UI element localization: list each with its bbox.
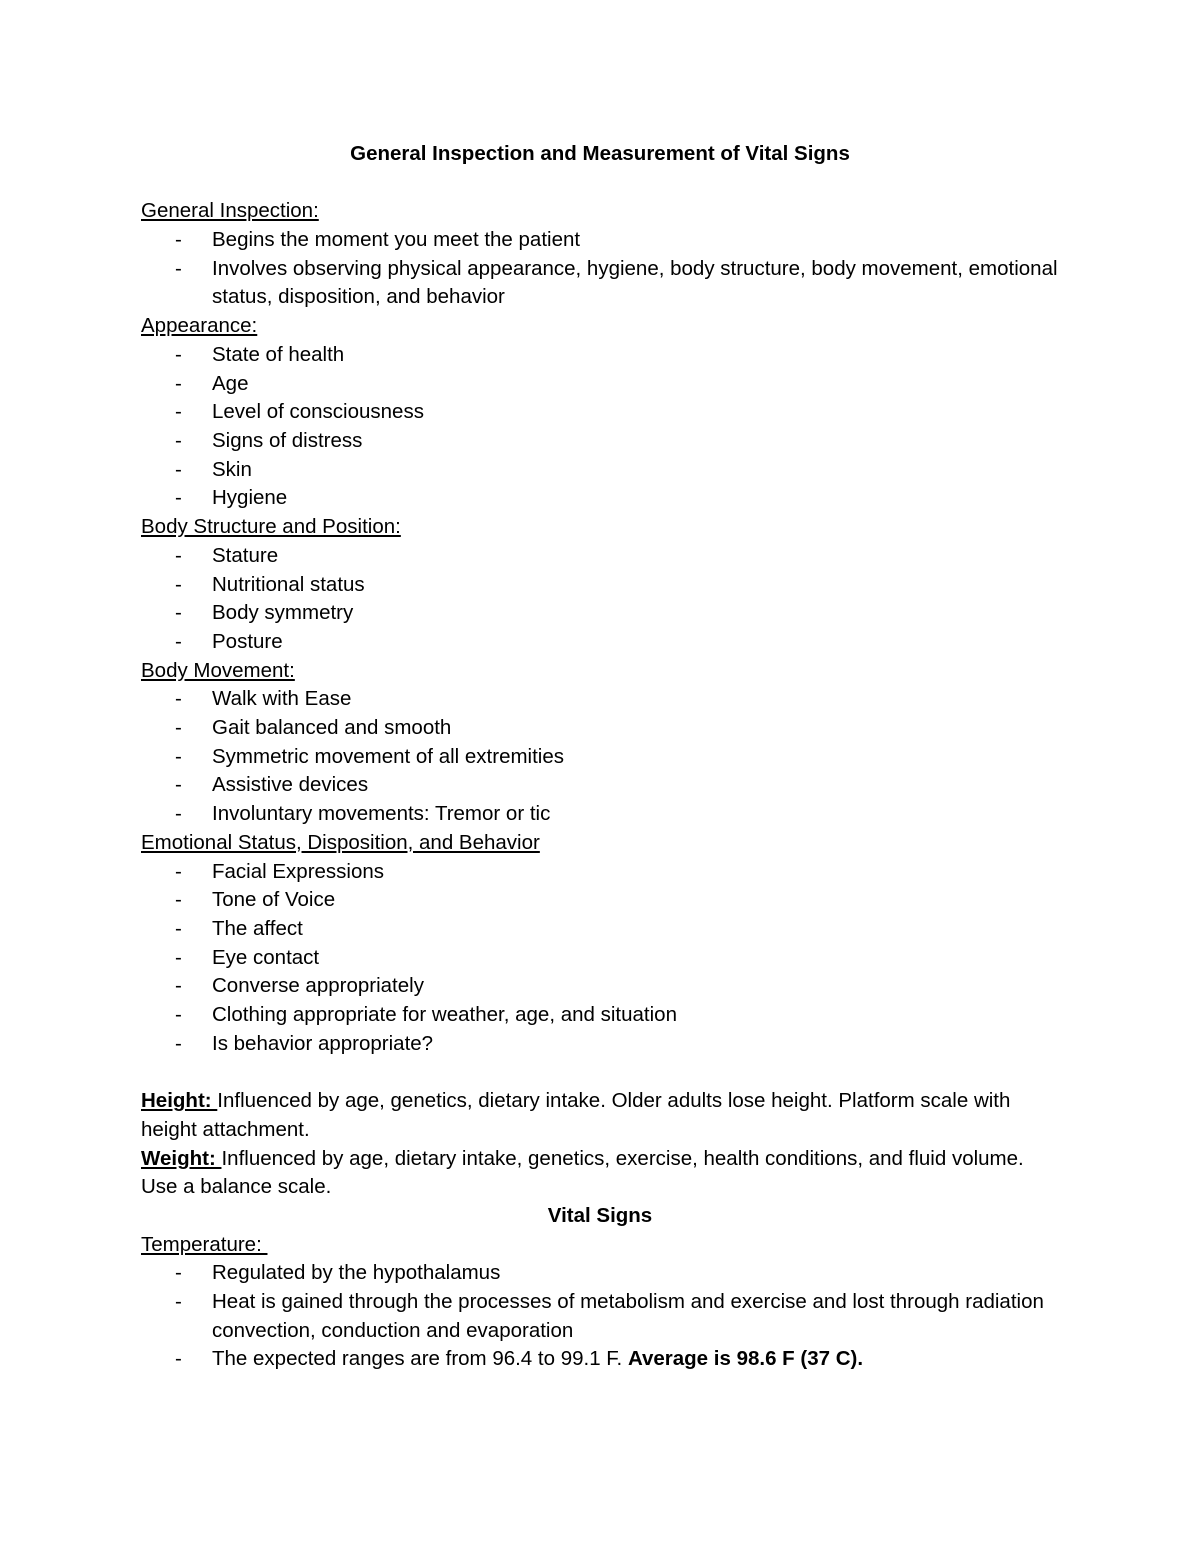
list-item: - Gait balanced and smooth <box>141 714 1061 743</box>
list-item: - Assistive devices <box>141 771 1061 800</box>
list-item: - Converse appropriately <box>141 972 1061 1001</box>
section-heading-appearance: Appearance: <box>141 314 258 338</box>
temperature-range-text: The expected ranges are from 96.4 to 99.1 F. <box>212 1347 628 1371</box>
section-heading-body-movement: Body Movement: <box>141 658 295 682</box>
section-heading-body-structure: Body Structure and Position: <box>141 515 401 539</box>
list-item: - Begins the moment you meet the patient <box>141 226 1061 255</box>
list-item: - Clothing appropriate for weather, age, and situation <box>141 1001 1061 1030</box>
list-item: - Tone of Voice <box>141 886 1061 915</box>
dash-bullet: - <box>175 572 182 596</box>
height-paragraph <box>141 1087 1061 1144</box>
dash-bullet: - <box>175 744 182 768</box>
dash-bullet: - <box>175 1347 182 1371</box>
temperature-average-text: Average is 98.6 F (37 C). <box>627 1347 864 1371</box>
list-item: - The affect <box>141 915 1061 944</box>
section-heading-emotional-status: Emotional Status, Disposition, and Behavior <box>141 830 540 854</box>
list-item: - Heat is gained through the processes of metabolism and exercise and lost through radiation convection, conduction and evaporation <box>175 1290 1044 1342</box>
section-heading-temperature: Temperature: <box>141 1232 268 1256</box>
dash-bullet: - <box>175 687 182 711</box>
list-body-structure <box>141 542 1061 657</box>
dash-bullet: - <box>175 543 182 567</box>
list-item: - Age <box>141 370 1061 399</box>
list-appearance <box>141 341 1061 513</box>
list-item: - Eye contact <box>141 944 1061 973</box>
dash-bullet: - <box>175 802 182 826</box>
dash-bullet: - <box>175 1261 182 1285</box>
dash-bullet: - <box>175 228 182 252</box>
dash-bullet: - <box>175 400 182 424</box>
list-item: - Regulated by the hypothalamus <box>141 1259 1061 1288</box>
list-item: - Hygiene <box>141 484 1061 513</box>
dash-bullet: - <box>175 1003 182 1027</box>
list-item: - State of health <box>141 341 1061 370</box>
list-item <box>141 1345 1061 1374</box>
dash-bullet: - <box>175 486 182 510</box>
dash-bullet: - <box>175 371 182 395</box>
dash-bullet: - <box>175 256 182 280</box>
dash-bullet: - <box>175 1290 182 1314</box>
weight-text: Influenced by age, dietary intake, genetics, exercise, health conditions, and fluid volume. Use a balance scale. <box>141 1146 1024 1199</box>
list-item: - Body symmetry <box>141 599 1061 628</box>
list-item: - Posture <box>141 628 1061 657</box>
list-item: - Nutritional status <box>141 571 1061 600</box>
dash-bullet: - <box>175 945 182 969</box>
dash-bullet: - <box>175 916 182 940</box>
dash-bullet: - <box>175 629 182 653</box>
list-item: - Symmetric movement of all extremities <box>141 743 1061 772</box>
dash-bullet: - <box>175 773 182 797</box>
vital-signs-heading: Vital Signs <box>547 1203 653 1227</box>
list-item: - Signs of distress <box>141 427 1061 456</box>
list-item: - Skin <box>141 456 1061 485</box>
dash-bullet: - <box>175 429 182 452</box>
dash-bullet: - <box>175 1031 182 1055</box>
list-body-movement <box>141 685 1061 829</box>
blank-line <box>141 1058 1061 1087</box>
dash-bullet: - <box>175 457 182 481</box>
weight-paragraph <box>141 1145 1061 1202</box>
list-general-inspection <box>141 226 1061 312</box>
document-title: General Inspection and Measurement of Vital Signs <box>350 142 850 165</box>
list-item: - Level of consciousness <box>141 398 1061 427</box>
dash-bullet: - <box>175 974 182 998</box>
list-item: - Involuntary movements: Tremor or tic <box>141 800 1061 829</box>
list-temperature <box>141 1259 1061 1374</box>
section-heading-general-inspection: General Inspection: <box>141 199 319 223</box>
dash-bullet: - <box>175 342 182 366</box>
weight-label: Weight: <box>141 1146 222 1170</box>
dash-bullet: - <box>175 859 182 883</box>
list-item: - Is behavior appropriate? <box>141 1030 1061 1059</box>
list-item: - Facial Expressions <box>141 858 1061 887</box>
dash-bullet: - <box>175 888 182 912</box>
height-text: Influenced by age, genetics, dietary intake. Older adults lose height. Platform scale with height attachment. <box>141 1089 1011 1141</box>
dash-bullet: - <box>175 716 182 740</box>
height-label: Height: <box>141 1089 218 1113</box>
list-item: - Stature <box>141 542 1061 571</box>
list-item: - Walk with Ease <box>141 685 1061 714</box>
list-item: - Involves observing physical appearance, hygiene, body structure, body movement, emotional status, disposition, and behavior <box>175 256 1058 309</box>
dash-bullet: - <box>175 601 182 625</box>
list-emotional-status <box>141 858 1061 1059</box>
document-page <box>141 140 1061 1374</box>
